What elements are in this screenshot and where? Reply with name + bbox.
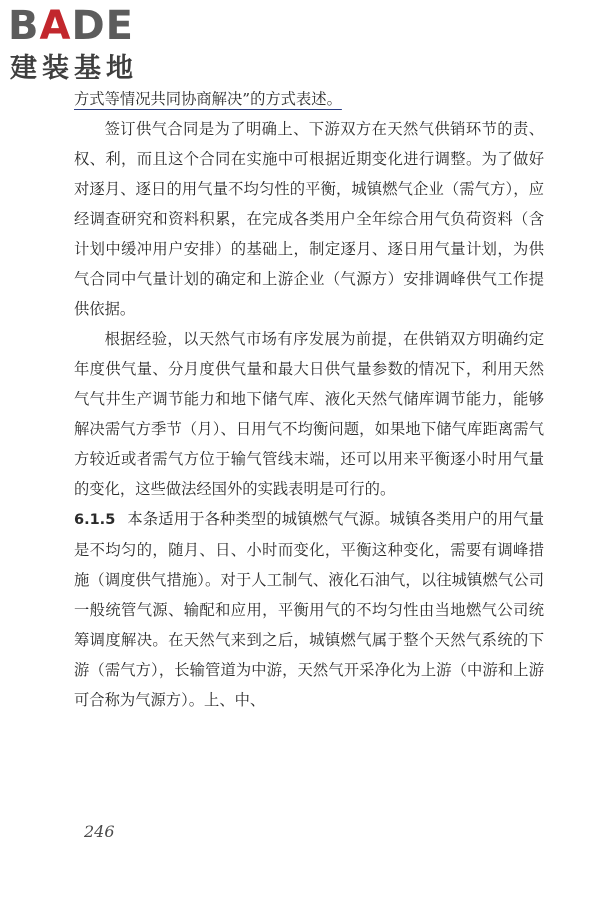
page-number: 246 (84, 822, 115, 841)
section-number: 6.1.5 (74, 512, 116, 528)
paragraph-text: 方式等情况共同协商解决”的方式表述。 (74, 90, 342, 108)
logo-wordmark: BADE (8, 3, 134, 49)
paragraph-supply-contract (74, 114, 544, 324)
paragraph-continuation (74, 84, 544, 114)
paragraph-experience (74, 324, 544, 504)
section-6-1-5 (74, 504, 544, 715)
logo-subtitle: 建装基地 (10, 53, 138, 84)
document-body (74, 84, 544, 715)
section-text: 本条适用于各种类型的城镇燃气气源。城镇各类用户的用气量是不均匀的，随月、日、小时而变化，平衡这种变化，需要有调峰措施（调度供气措施）。对于人工制气、液化石油气，以往城镇燃气公司一般统管气源、输配和应用，平衡用气的不均匀性由当地燃气公司统筹调度解决。在天然气来到之后，城镇燃气属于整个天然气系统的下游（需气方），长输管道为中游，天然气开采净化为上游（中游和上游可合称为气源方）。上、中、 (74, 510, 544, 709)
paragraph-text: 根据经验，以天然气市场有序发展为前提，在供销双方明确约定年度供气量、分月度供气量和最大日供气量参数的情况下，利用天然气气井生产调节能力和地下储气库、液化天然气储库调节能力，能够解决需气方季节（月）、日用气不均衡问题，如果地下储气库距离需气方较近或者需气方位于输气管线末端，还可以用来平衡逐小时用气量的变化，这些做法经国外的实践表明是可行的。 (74, 330, 544, 498)
paragraph-text: 签订供气合同是为了明确上、下游双方在天然气供销环节的责、权、利，而且这个合同在实施中可根据近期变化进行调整。为了做好对逐月、逐日的用气量不均匀性的平衡，城镇燃气企业（需气方），应经调查研究和资料积累，在完成各类用户全年综合用气负荷资料（含计划中缓冲用户安排）的基础上，制定逐月、逐日用气量计划，为供气合同中气量计划的确定和上游企业（气源方）安排调峰供气工作提供依据。 (74, 120, 544, 318)
bade-logo (8, 4, 178, 90)
